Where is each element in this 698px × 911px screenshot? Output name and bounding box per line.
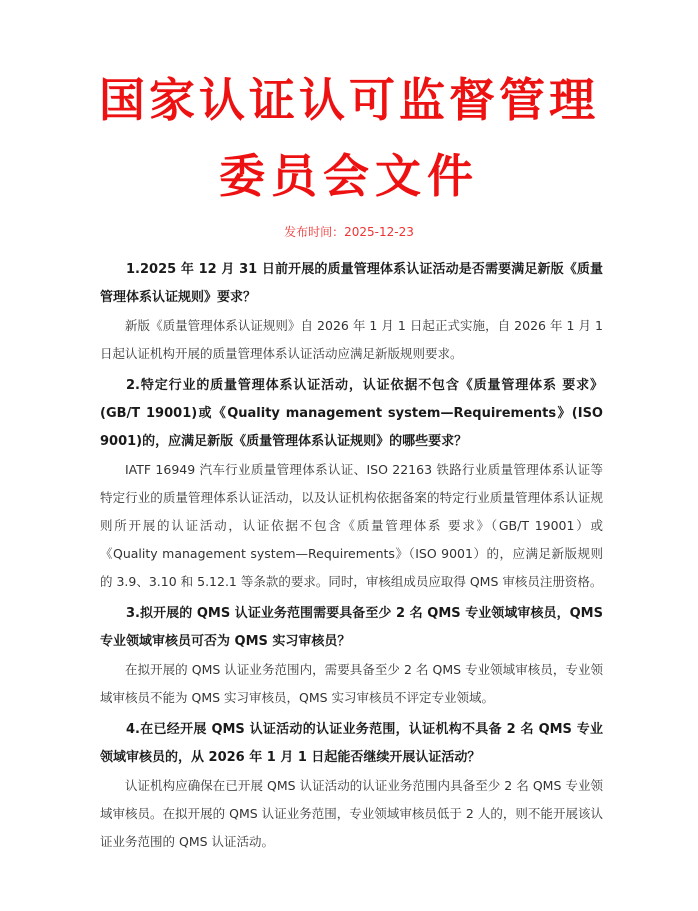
faq-question-2: 2.特定行业的质量管理体系认证活动，认证依据不包含《质量管理体系 要求》(GB/T 19001)或《Quality management system—Requirements》(ISO 9001)的，应满足新版《质量管理体系认证规则》的哪些要求？: [100, 378, 603, 449]
faq-answer-2: IATF 16949 汽车行业质量管理体系认证、ISO 22163 铁路行业质量管理体系认证等特定行业的质量管理体系认证活动，以及认证机构依据备案的特定行业质量管理体系认证规则所开展的认证活动，认证依据不包含《质量管理体系 要求》（GB/T 19001）或《Quality management system—Requirements》（ISO 9001）的，应满足新版规则的 3.9、3.10 和 5.12.1 等条款的要求。同时，审核组成员应取得 QMS 审核员注册资格。: [100, 462, 603, 589]
faq-question-1: 1.2025 年 12 月 31 日前开展的质量管理体系认证活动是否需要满足新版《质量管理体系认证规则》要求？: [100, 262, 603, 305]
faq-question-3: 3.拟开展的 QMS 认证业务范围需要具备至少 2 名 QMS 专业领域审核员，QMS 专业领域审核员可否为 QMS 实习审核员？: [100, 606, 603, 649]
document-title-line1: 国家认证认可监督管理: [99, 73, 599, 127]
faq-content: [100, 256, 603, 856]
faq-answer-3: 在拟开展的 QMS 认证业务范围内，需要具备至少 2 名 QMS 专业领域审核员，专业领域审核员不能为 QMS 实习审核员，QMS 实习审核员不评定专业领域。: [100, 662, 603, 705]
publish-date: 2025-12-23: [344, 225, 414, 239]
faq-answer-4: 认证机构应确保在已开展 QMS 认证活动的认证业务范围内具备至少 2 名 QMS 专业领域审核员。在拟开展的 QMS 认证业务范围，专业领域审核员低于 2 人的，则不能开展该认证业务范围的 QMS 认证活动。: [100, 778, 603, 849]
faq-question-4: 4.在已经开展 QMS 认证活动的认证业务范围，认证机构不具备 2 名 QMS 专业领域审核员的，从 2026 年 1 月 1 日起能否继续开展认证活动？: [100, 722, 603, 765]
document-title-line2: 委员会文件: [219, 149, 479, 203]
publish-info: [0, 224, 698, 240]
faq-answer-1: 新版《质量管理体系认证规则》自 2026 年 1 月 1 日起正式实施，自 2026 年 1 月 1 日起认证机构开展的质量管理体系认证活动应满足新版规则要求。: [100, 318, 603, 361]
publish-label: 发布时间：: [284, 225, 345, 239]
